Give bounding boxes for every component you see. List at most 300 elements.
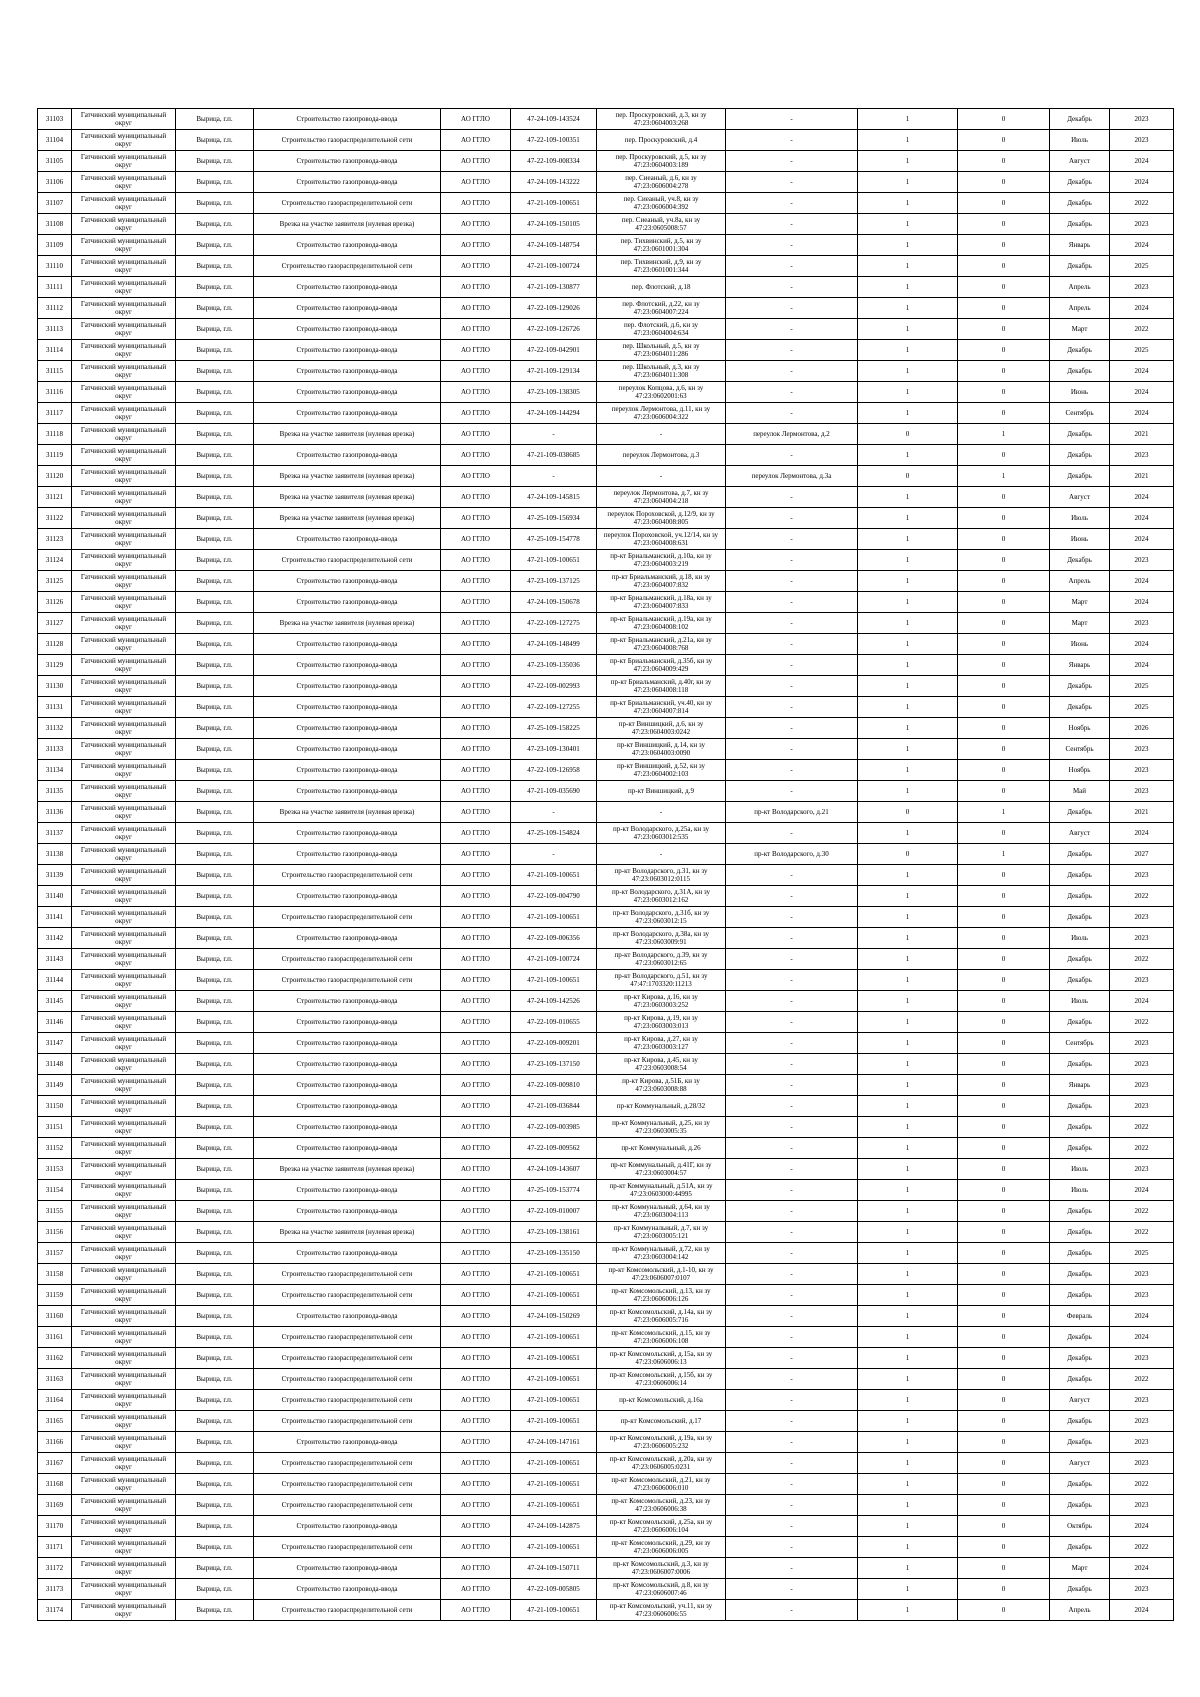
work-type-cell: Строительство газораспределительной сети [254, 1327, 441, 1348]
organization-cell: АО ГГЛО [441, 718, 511, 739]
district-cell: Гатчинский муниципальный округ [72, 109, 176, 130]
year-cell: 2022 [1110, 1117, 1174, 1138]
address-cell: - [726, 214, 858, 235]
organization-cell: АО ГГЛО [441, 277, 511, 298]
work-type-cell: Строительство газораспределительной сети [254, 1369, 441, 1390]
count-existing-cell: 0 [958, 1348, 1050, 1369]
organization-cell: АО ГГЛО [441, 235, 511, 256]
organization-cell: АО ГГЛО [441, 550, 511, 571]
count-new-cell: 0 [858, 466, 958, 487]
row-number-cell: 31168 [38, 1474, 72, 1495]
organization-cell: АО ГГЛО [441, 298, 511, 319]
month-cell: Декабрь [1050, 109, 1110, 130]
row-number-cell: 31127 [38, 613, 72, 634]
year-cell: 2023 [1110, 277, 1174, 298]
settlement-cell: Вырица, г.п. [176, 1306, 254, 1327]
count-new-cell: 1 [858, 1075, 958, 1096]
address-cell: - [726, 1201, 858, 1222]
count-existing-cell: 0 [958, 1495, 1050, 1516]
settlement-cell: Вырица, г.п. [176, 172, 254, 193]
year-cell: 2023 [1110, 613, 1174, 634]
row-number-cell: 31173 [38, 1579, 72, 1600]
district-cell: Гатчинский муниципальный округ [72, 1033, 176, 1054]
work-type-cell: Строительство газопровода-ввода [254, 592, 441, 613]
address-cadastral-cell: пр-кт Комсомольский, д.1-10, кн зу 47:23:0606007:0107 [597, 1264, 726, 1285]
count-existing-cell: 0 [958, 1075, 1050, 1096]
address-cadastral-cell: - [597, 844, 726, 865]
district-cell: Гатчинский муниципальный округ [72, 613, 176, 634]
row-number-cell: 31164 [38, 1390, 72, 1411]
address-cell: - [726, 697, 858, 718]
row-number-cell: 31141 [38, 907, 72, 928]
district-cell: Гатчинский муниципальный округ [72, 319, 176, 340]
address-cell: - [726, 1369, 858, 1390]
count-existing-cell: 0 [958, 130, 1050, 151]
table-row [38, 1243, 1174, 1264]
work-type-cell: Строительство газопровода-ввода [254, 340, 441, 361]
row-number-cell: 31152 [38, 1138, 72, 1159]
table-row [38, 613, 1174, 634]
count-existing-cell: 0 [958, 865, 1050, 886]
row-number-cell: 31108 [38, 214, 72, 235]
settlement-cell: Вырица, г.п. [176, 466, 254, 487]
organization-cell: АО ГГЛО [441, 655, 511, 676]
count-existing-cell: 0 [958, 718, 1050, 739]
work-type-cell: Строительство газораспределительной сети [254, 1285, 441, 1306]
request-number-cell: 47-23-109-137150 [511, 1054, 597, 1075]
request-number-cell: 47-22-109-127275 [511, 613, 597, 634]
month-cell: Декабрь [1050, 886, 1110, 907]
year-cell: 2022 [1110, 1012, 1174, 1033]
work-type-cell: Строительство газопровода-ввода [254, 886, 441, 907]
address-cell: - [726, 382, 858, 403]
month-cell: Декабрь [1050, 1348, 1110, 1369]
request-number-cell: 47-24-109-144294 [511, 403, 597, 424]
district-cell: Гатчинский муниципальный округ [72, 1306, 176, 1327]
organization-cell: АО ГГЛО [441, 739, 511, 760]
month-cell: Август [1050, 487, 1110, 508]
count-new-cell: 1 [858, 550, 958, 571]
address-cell: - [726, 277, 858, 298]
month-cell: Июль [1050, 991, 1110, 1012]
address-cadastral-cell: переулок Пороховской, уч.12/14, кн зу 47:23:0604008:631 [597, 529, 726, 550]
address-cell: - [726, 1243, 858, 1264]
row-number-cell: 31160 [38, 1306, 72, 1327]
year-cell: 2023 [1110, 1390, 1174, 1411]
address-cell: - [726, 1327, 858, 1348]
district-cell: Гатчинский муниципальный округ [72, 655, 176, 676]
work-type-cell: Строительство газораспределительной сети [254, 1264, 441, 1285]
table-row [38, 1264, 1174, 1285]
request-number-cell: 47-21-109-100651 [511, 1327, 597, 1348]
count-new-cell: 1 [858, 949, 958, 970]
table-row [38, 445, 1174, 466]
settlement-cell: Вырица, г.п. [176, 382, 254, 403]
count-existing-cell: 0 [958, 655, 1050, 676]
month-cell: Декабрь [1050, 1285, 1110, 1306]
work-type-cell: Строительство газораспределительной сети [254, 1390, 441, 1411]
row-number-cell: 31149 [38, 1075, 72, 1096]
request-number-cell: 47-21-109-100651 [511, 1369, 597, 1390]
address-cadastral-cell: пр-кт Коммунальный, д.51А, кн зу 47:23:0603000:44995 [597, 1180, 726, 1201]
address-cell: - [726, 1075, 858, 1096]
request-number-cell: 47-21-109-100651 [511, 970, 597, 991]
year-cell: 2023 [1110, 1495, 1174, 1516]
count-new-cell: 1 [858, 1537, 958, 1558]
row-number-cell: 31118 [38, 424, 72, 445]
request-number-cell: 47-24-109-150678 [511, 592, 597, 613]
district-cell: Гатчинский муниципальный округ [72, 1012, 176, 1033]
count-existing-cell: 0 [958, 1159, 1050, 1180]
address-cell: - [726, 1411, 858, 1432]
table-row [38, 781, 1174, 802]
year-cell: 2023 [1110, 550, 1174, 571]
work-type-cell: Строительство газопровода-ввода [254, 529, 441, 550]
address-cadastral-cell: пр-кт Виншицкий, д.52, кн зу 47:23:0604002:103 [597, 760, 726, 781]
year-cell: 2023 [1110, 970, 1174, 991]
month-cell: Декабрь [1050, 802, 1110, 823]
address-cell: - [726, 1180, 858, 1201]
table-row [38, 1054, 1174, 1075]
table-row [38, 718, 1174, 739]
year-cell: 2023 [1110, 214, 1174, 235]
work-type-cell: Строительство газораспределительной сети [254, 949, 441, 970]
request-number-cell: 47-21-109-035690 [511, 781, 597, 802]
count-existing-cell: 0 [958, 949, 1050, 970]
address-cell: - [726, 1033, 858, 1054]
organization-cell: АО ГГЛО [441, 487, 511, 508]
count-existing-cell: 0 [958, 1306, 1050, 1327]
row-number-cell: 31115 [38, 361, 72, 382]
address-cell: - [726, 886, 858, 907]
address-cadastral-cell: пр-кт Комсомольский, уч.11, кн зу 47:23:0606006:55 [597, 1600, 726, 1621]
settlement-cell: Вырица, г.п. [176, 865, 254, 886]
address-cell: - [726, 1600, 858, 1621]
year-cell: 2024 [1110, 1306, 1174, 1327]
count-existing-cell: 0 [958, 592, 1050, 613]
organization-cell: АО ГГЛО [441, 109, 511, 130]
count-new-cell: 1 [858, 760, 958, 781]
organization-cell: АО ГГЛО [441, 928, 511, 949]
row-number-cell: 31103 [38, 109, 72, 130]
count-new-cell: 1 [858, 1096, 958, 1117]
address-cell: - [726, 319, 858, 340]
address-cadastral-cell: пр-кт Комсомольский, д.19а, кн зу 47:23:0606005:232 [597, 1432, 726, 1453]
request-number-cell: 47-24-109-148499 [511, 634, 597, 655]
year-cell: 2025 [1110, 697, 1174, 718]
district-cell: Гатчинский муниципальный округ [72, 1243, 176, 1264]
request-number-cell: 47-22-109-042901 [511, 340, 597, 361]
request-number-cell: 47-25-109-156934 [511, 508, 597, 529]
district-cell: Гатчинский муниципальный округ [72, 361, 176, 382]
request-number-cell: 47-23-109-138305 [511, 382, 597, 403]
work-type-cell: Строительство газопровода-ввода [254, 1579, 441, 1600]
count-new-cell: 1 [858, 1432, 958, 1453]
settlement-cell: Вырица, г.п. [176, 886, 254, 907]
organization-cell: АО ГГЛО [441, 1453, 511, 1474]
request-number-cell: 47-21-109-100651 [511, 1474, 597, 1495]
count-new-cell: 1 [858, 340, 958, 361]
address-cadastral-cell: пр-кт Комсомольский, д.14а, кн зу 47:23:0606005:716 [597, 1306, 726, 1327]
address-cell: - [726, 949, 858, 970]
year-cell: 2025 [1110, 256, 1174, 277]
request-number-cell: 47-22-109-126726 [511, 319, 597, 340]
work-type-cell: Строительство газопровода-ввода [254, 1054, 441, 1075]
district-cell: Гатчинский муниципальный округ [72, 1222, 176, 1243]
count-existing-cell: 0 [958, 1096, 1050, 1117]
row-number-cell: 31167 [38, 1453, 72, 1474]
table-row [38, 361, 1174, 382]
table-row [38, 340, 1174, 361]
count-new-cell: 1 [858, 1558, 958, 1579]
request-number-cell: 47-25-109-153774 [511, 1180, 597, 1201]
count-existing-cell: 0 [958, 1117, 1050, 1138]
year-cell: 2024 [1110, 1180, 1174, 1201]
settlement-cell: Вырица, г.п. [176, 109, 254, 130]
year-cell: 2021 [1110, 466, 1174, 487]
count-new-cell: 1 [858, 1222, 958, 1243]
month-cell: Декабрь [1050, 256, 1110, 277]
address-cell: - [726, 1348, 858, 1369]
table-row [38, 571, 1174, 592]
year-cell: 2025 [1110, 1243, 1174, 1264]
year-cell: 2023 [1110, 1096, 1174, 1117]
row-number-cell: 31123 [38, 529, 72, 550]
district-cell: Гатчинский муниципальный округ [72, 949, 176, 970]
row-number-cell: 31138 [38, 844, 72, 865]
address-cadastral-cell: пр-кт Комсомольский, д.15б, кн зу 47:23:0606006:14 [597, 1369, 726, 1390]
count-existing-cell: 0 [958, 823, 1050, 844]
organization-cell: АО ГГЛО [441, 1012, 511, 1033]
count-existing-cell: 0 [958, 676, 1050, 697]
work-type-cell: Строительство газопровода-ввода [254, 718, 441, 739]
district-cell: Гатчинский муниципальный округ [72, 340, 176, 361]
organization-cell: АО ГГЛО [441, 1495, 511, 1516]
address-cadastral-cell: пр-кт Комсомольский, д.23, кн зу 47:23:0606006:38 [597, 1495, 726, 1516]
table-row [38, 1180, 1174, 1201]
work-type-cell: Строительство газораспределительной сети [254, 1600, 441, 1621]
address-cell: - [726, 445, 858, 466]
request-number-cell: 47-22-109-003985 [511, 1117, 597, 1138]
count-new-cell: 1 [858, 1012, 958, 1033]
year-cell: 2023 [1110, 1159, 1174, 1180]
work-type-cell: Строительство газопровода-ввода [254, 1138, 441, 1159]
month-cell: Декабрь [1050, 1411, 1110, 1432]
settlement-cell: Вырица, г.п. [176, 571, 254, 592]
address-cell: - [726, 1453, 858, 1474]
count-existing-cell: 0 [958, 298, 1050, 319]
organization-cell: АО ГГЛО [441, 403, 511, 424]
count-new-cell: 1 [858, 886, 958, 907]
address-cell: - [726, 1390, 858, 1411]
request-number-cell: 47-21-109-100651 [511, 1600, 597, 1621]
request-number-cell: 47-25-109-154824 [511, 823, 597, 844]
settlement-cell: Вырица, г.п. [176, 802, 254, 823]
settlement-cell: Вырица, г.п. [176, 193, 254, 214]
count-existing-cell: 0 [958, 1432, 1050, 1453]
month-cell: Август [1050, 1390, 1110, 1411]
count-existing-cell: 0 [958, 1138, 1050, 1159]
address-cadastral-cell: переулок Лермонтова, д.11, кн зу 47:23:0606004:322 [597, 403, 726, 424]
address-cell: - [726, 1306, 858, 1327]
count-new-cell: 1 [858, 1327, 958, 1348]
count-existing-cell: 0 [958, 1201, 1050, 1222]
address-cadastral-cell: пр-кт Комсомольский, д.16а [597, 1390, 726, 1411]
row-number-cell: 31171 [38, 1537, 72, 1558]
work-type-cell: Врезка на участке заявителя (нулевая врезка) [254, 802, 441, 823]
row-number-cell: 31128 [38, 634, 72, 655]
request-number-cell: 47-22-109-009810 [511, 1075, 597, 1096]
address-cell: - [726, 1138, 858, 1159]
table-row [38, 697, 1174, 718]
address-cadastral-cell: переулок Копцова, д.6, кн зу 47:23:0602001:63 [597, 382, 726, 403]
settlement-cell: Вырица, г.п. [176, 1096, 254, 1117]
table-row [38, 508, 1174, 529]
count-existing-cell: 0 [958, 1285, 1050, 1306]
year-cell: 2021 [1110, 424, 1174, 445]
row-number-cell: 31157 [38, 1243, 72, 1264]
count-new-cell: 1 [858, 487, 958, 508]
row-number-cell: 31119 [38, 445, 72, 466]
year-cell: 2027 [1110, 844, 1174, 865]
count-existing-cell: 0 [958, 1264, 1050, 1285]
organization-cell: АО ГГЛО [441, 1306, 511, 1327]
settlement-cell: Вырица, г.п. [176, 1117, 254, 1138]
table-row [38, 1453, 1174, 1474]
data-table [37, 108, 1174, 1621]
count-new-cell: 1 [858, 1117, 958, 1138]
address-cell: - [726, 193, 858, 214]
address-cadastral-cell: пер. Проскуровский, д.3, кн зу 47:23:0604003:268 [597, 109, 726, 130]
month-cell: Декабрь [1050, 1096, 1110, 1117]
count-new-cell: 1 [858, 361, 958, 382]
count-new-cell: 1 [858, 1201, 958, 1222]
organization-cell: АО ГГЛО [441, 823, 511, 844]
count-existing-cell: 0 [958, 487, 1050, 508]
work-type-cell: Строительство газопровода-ввода [254, 319, 441, 340]
settlement-cell: Вырица, г.п. [176, 298, 254, 319]
organization-cell: АО ГГЛО [441, 1390, 511, 1411]
organization-cell: АО ГГЛО [441, 466, 511, 487]
address-cadastral-cell: пр-кт Коммунальный, д.41Г, кн зу 47:23:0603004:57 [597, 1159, 726, 1180]
year-cell: 2023 [1110, 1453, 1174, 1474]
request-number-cell: 47-24-109-148754 [511, 235, 597, 256]
row-number-cell: 31116 [38, 382, 72, 403]
row-number-cell: 31163 [38, 1369, 72, 1390]
address-cadastral-cell: пр-кт Кирова, д.51Б, кн зу 47:23:0603008:88 [597, 1075, 726, 1096]
address-cadastral-cell: переулок Лермонтова, д.7, кн зу 47:23:0604004:218 [597, 487, 726, 508]
count-new-cell: 1 [858, 1180, 958, 1201]
year-cell: 2022 [1110, 1201, 1174, 1222]
request-number-cell: 47-23-109-135150 [511, 1243, 597, 1264]
address-cell: переулок Лермонтова, д.2 [726, 424, 858, 445]
organization-cell: АО ГГЛО [441, 1243, 511, 1264]
row-number-cell: 31145 [38, 991, 72, 1012]
address-cell: - [726, 571, 858, 592]
row-number-cell: 31131 [38, 697, 72, 718]
row-number-cell: 31114 [38, 340, 72, 361]
table-row [38, 235, 1174, 256]
month-cell: Июль [1050, 1159, 1110, 1180]
district-cell: Гатчинский муниципальный округ [72, 466, 176, 487]
year-cell: 2023 [1110, 1075, 1174, 1096]
address-cell: - [726, 130, 858, 151]
address-cadastral-cell: пр-кт Виншицкий, д.9 [597, 781, 726, 802]
year-cell: 2023 [1110, 1432, 1174, 1453]
district-cell: Гатчинский муниципальный округ [72, 403, 176, 424]
month-cell: Июнь [1050, 634, 1110, 655]
row-number-cell: 31107 [38, 193, 72, 214]
district-cell: Гатчинский муниципальный округ [72, 1432, 176, 1453]
count-new-cell: 1 [858, 403, 958, 424]
table-row [38, 886, 1174, 907]
organization-cell: АО ГГЛО [441, 1537, 511, 1558]
month-cell: Июль [1050, 928, 1110, 949]
address-cell: - [726, 781, 858, 802]
district-cell: Гатчинский муниципальный округ [72, 298, 176, 319]
district-cell: Гатчинский муниципальный округ [72, 1579, 176, 1600]
settlement-cell: Вырица, г.п. [176, 991, 254, 1012]
request-number-cell: 47-22-109-004790 [511, 886, 597, 907]
settlement-cell: Вырица, г.п. [176, 487, 254, 508]
year-cell: 2023 [1110, 1579, 1174, 1600]
address-cell: - [726, 676, 858, 697]
table-row [38, 298, 1174, 319]
month-cell: Июль [1050, 130, 1110, 151]
organization-cell: АО ГГЛО [441, 949, 511, 970]
work-type-cell: Строительство газопровода-ввода [254, 1558, 441, 1579]
organization-cell: АО ГГЛО [441, 1222, 511, 1243]
month-cell: Сентябрь [1050, 1033, 1110, 1054]
settlement-cell: Вырица, г.п. [176, 1600, 254, 1621]
table-row [38, 424, 1174, 445]
address-cadastral-cell: пр-кт Комсомольский, д.25а, кн зу 47:23:0606006:104 [597, 1516, 726, 1537]
month-cell: Июнь [1050, 382, 1110, 403]
year-cell: 2023 [1110, 1411, 1174, 1432]
row-number-cell: 31134 [38, 760, 72, 781]
month-cell: Декабрь [1050, 466, 1110, 487]
count-existing-cell: 0 [958, 1600, 1050, 1621]
address-cell: - [726, 340, 858, 361]
district-cell: Гатчинский муниципальный округ [72, 1453, 176, 1474]
table-row [38, 487, 1174, 508]
year-cell: 2024 [1110, 529, 1174, 550]
row-number-cell: 31126 [38, 592, 72, 613]
organization-cell: АО ГГЛО [441, 1159, 511, 1180]
month-cell: Декабрь [1050, 970, 1110, 991]
organization-cell: АО ГГЛО [441, 1348, 511, 1369]
address-cadastral-cell: пер. Сиеаный, уч.8а, кн зу 47:23:0605008:57 [597, 214, 726, 235]
row-number-cell: 31146 [38, 1012, 72, 1033]
organization-cell: АО ГГЛО [441, 1033, 511, 1054]
work-type-cell: Строительство газопровода-ввода [254, 298, 441, 319]
request-number-cell: 47-22-109-100351 [511, 130, 597, 151]
request-number-cell: 47-24-109-143524 [511, 109, 597, 130]
work-type-cell: Строительство газопровода-ввода [254, 1432, 441, 1453]
work-type-cell: Строительство газопровода-ввода [254, 403, 441, 424]
work-type-cell: Строительство газопровода-ввода [254, 844, 441, 865]
count-existing-cell: 0 [958, 1222, 1050, 1243]
count-new-cell: 1 [858, 970, 958, 991]
count-existing-cell: 0 [958, 1390, 1050, 1411]
address-cell: - [726, 1096, 858, 1117]
request-number-cell: 47-21-109-100651 [511, 550, 597, 571]
table-row [38, 172, 1174, 193]
request-number-cell: 47-21-109-100651 [511, 1264, 597, 1285]
district-cell: Гатчинский муниципальный округ [72, 1117, 176, 1138]
address-cell: - [726, 1012, 858, 1033]
year-cell: 2023 [1110, 1054, 1174, 1075]
